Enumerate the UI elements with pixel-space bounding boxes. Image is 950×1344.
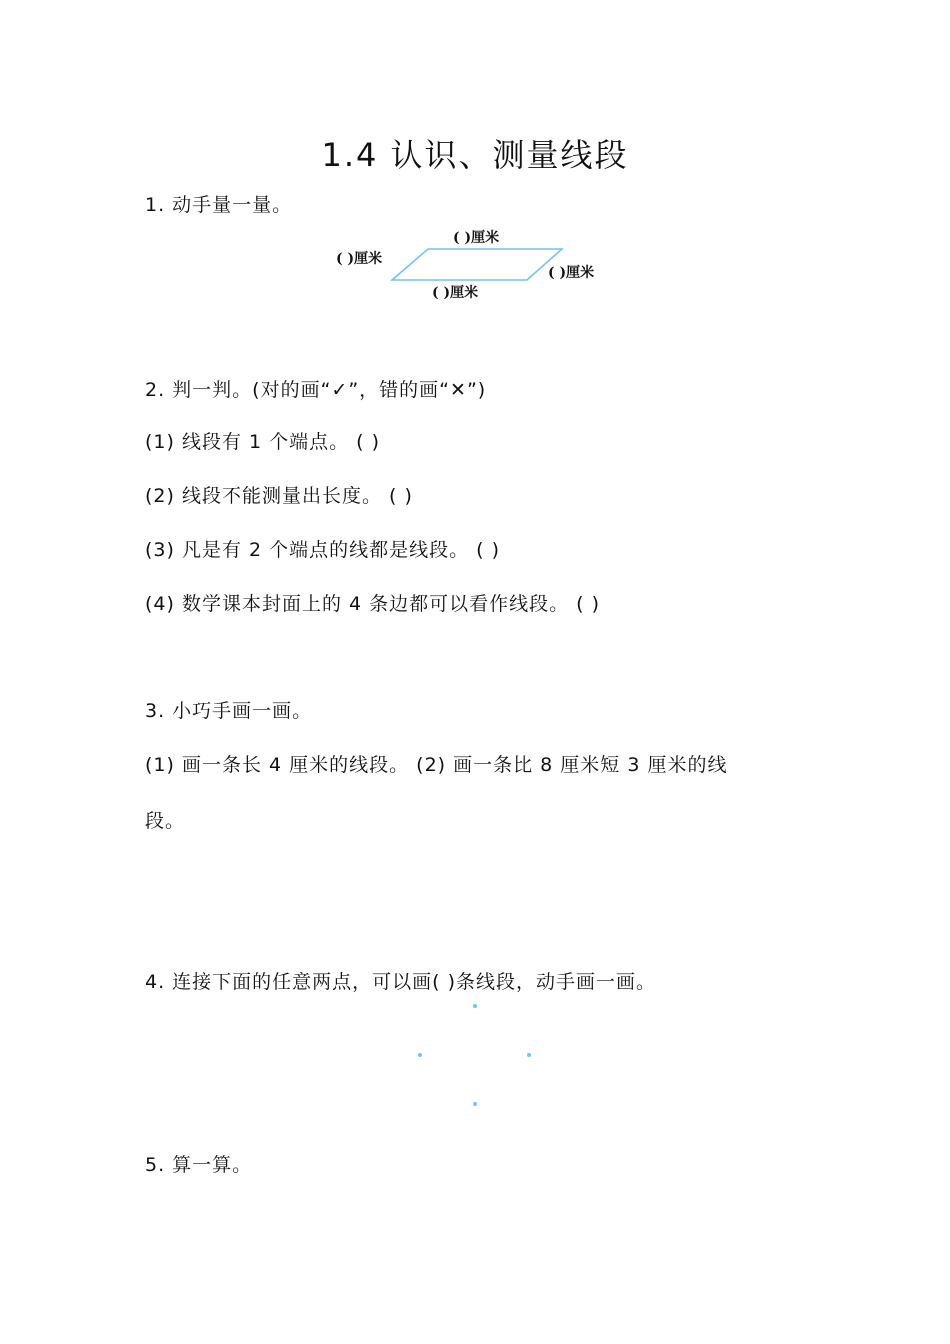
question-2-item-2: (2) 线段不能测量出长度。 ( ) <box>145 485 413 507</box>
question-3-line-2: 段。 <box>145 810 186 832</box>
dot-left <box>418 1053 422 1057</box>
question-1-text: 1. 动手量一量。 <box>145 194 293 216</box>
label-top-side: ( )厘米 <box>453 230 500 246</box>
question-2-item-3: (3) 凡是有 2 个端点的线都是线段。 ( ) <box>145 539 501 561</box>
question-3-line-1: (1) 画一条长 4 厘米的线段。 (2) 画一条比 8 厘米短 3 厘米的线 <box>145 754 728 776</box>
page-title: 1.4 认识、测量线段 <box>321 136 629 174</box>
question-5-text: 5. 算一算。 <box>145 1154 253 1176</box>
label-right-side: ( )厘米 <box>548 265 595 281</box>
label-left-side: ( )厘米 <box>336 251 383 267</box>
question-4-text: 4. 连接下面的任意两点，可以画( )条线段，动手画一画。 <box>145 971 657 993</box>
dot-top <box>473 1004 477 1008</box>
parallelogram-shape <box>392 249 562 280</box>
question-3-text: 3. 小巧手画一画。 <box>145 700 313 722</box>
dot-right <box>527 1053 531 1057</box>
question-2-item-1: (1) 线段有 1 个端点。 ( ) <box>145 431 381 453</box>
dot-bottom <box>473 1102 477 1106</box>
question-2-item-4: (4) 数学课本封面上的 4 条边都可以看作线段。 ( ) <box>145 593 601 615</box>
question-2-text: 2. 判一判。(对的画“✓”，错的画“✕”) <box>145 379 487 401</box>
label-bottom-side: ( )厘米 <box>432 285 479 301</box>
